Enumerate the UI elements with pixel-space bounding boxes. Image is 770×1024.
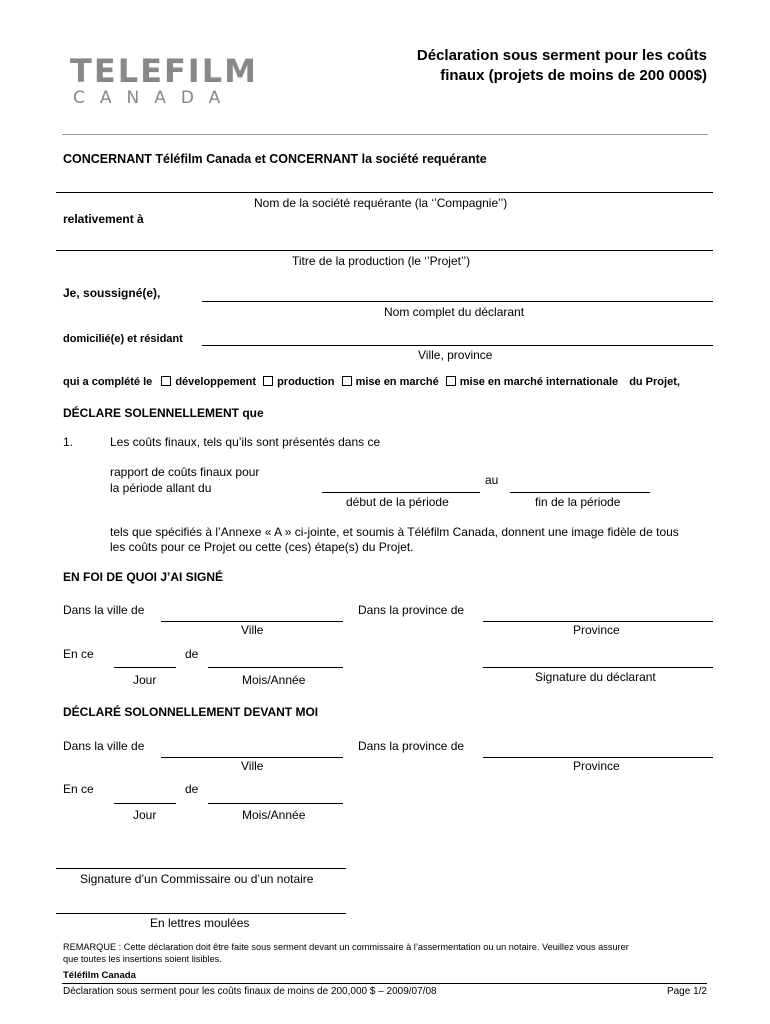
- remarque-line2: que toutes les insertions soient lisibles.: [63, 954, 222, 964]
- sign1-en-ce-label: En ce: [63, 647, 94, 661]
- ville-province-caption: Ville, province: [418, 348, 493, 362]
- period-start-field[interactable]: [322, 492, 480, 493]
- sign2-province-caption: Province: [573, 759, 620, 773]
- footer-divider: [62, 983, 707, 984]
- sign1-mois-field[interactable]: [208, 667, 343, 668]
- option-production: production: [277, 376, 335, 388]
- logo-telefilm: TELEFILM: [70, 52, 258, 90]
- declarant-name-caption: Nom complet du déclarant: [384, 305, 525, 319]
- en-foi-heading: EN FOI DE QUOI J’AI SIGNÉ: [63, 570, 224, 584]
- production-title-field[interactable]: [56, 250, 713, 251]
- checkbox-mise-en-marche-internationale[interactable]: [446, 376, 456, 386]
- item1-text: Les coûts finaux, tels qu’ils sont présentés dans ce: [110, 435, 381, 449]
- sign2-province-label: Dans la province de: [358, 739, 465, 753]
- item1-para-line1: tels que spécifiés à l’Annexe « A » ci-jointe, et soumis à Téléfilm Canada, donnent une image fidèle de tous: [110, 525, 679, 539]
- sign1-ville-label: Dans la ville de: [63, 603, 145, 617]
- checkbox-production[interactable]: [263, 376, 273, 386]
- relativement-label: relativement à: [63, 212, 144, 226]
- sign2-jour-caption: Jour: [133, 808, 157, 822]
- sign2-ville-caption: Ville: [241, 759, 264, 773]
- sign1-jour-caption: Jour: [133, 673, 157, 687]
- sign2-ville-label: Dans la ville de: [63, 739, 145, 753]
- lettres-moulees-field[interactable]: [56, 913, 346, 914]
- period-end-field[interactable]: [510, 492, 650, 493]
- declare-devant-heading: DÉCLARÉ SOLONNELLEMENT DEVANT MOI: [63, 705, 319, 719]
- sign2-en-ce-label: En ce: [63, 782, 94, 796]
- commissaire-signature-caption: Signature d’un Commissaire ou d’un notaire: [80, 872, 314, 886]
- sign1-ville-caption: Ville: [241, 623, 264, 637]
- form-title-line1: Déclaration sous serment pour les coûts: [416, 47, 707, 64]
- sign2-ville-field[interactable]: [161, 757, 343, 758]
- footer-org: Téléfilm Canada: [63, 970, 136, 981]
- sign1-province-caption: Province: [573, 623, 620, 637]
- production-title-caption: Titre de la production (le ‘’Projet’’): [292, 254, 471, 268]
- domicilie-label: domicilié(e) et résidant: [63, 333, 183, 345]
- completed-row: [63, 376, 680, 388]
- option-mise-en-marche: mise en marché: [355, 376, 439, 388]
- logo-canada: CANADA: [73, 88, 236, 108]
- item1-number: 1.: [63, 435, 74, 449]
- soussigne-label: Je, soussigné(e),: [63, 286, 161, 300]
- residence-field[interactable]: [202, 345, 713, 346]
- sign1-ville-field[interactable]: [161, 621, 343, 622]
- sign2-mois-field[interactable]: [208, 803, 343, 804]
- rapport-line1: rapport de coûts finaux pour: [110, 465, 260, 479]
- declare-heading: DÉCLARE SOLENNELLEMENT que: [63, 406, 264, 420]
- sign1-de-label: de: [185, 647, 199, 661]
- debut-caption: début de la période: [346, 495, 449, 509]
- declarant-signature-caption: Signature du déclarant: [535, 670, 656, 684]
- completed-prefix: qui a complété le: [63, 376, 153, 388]
- footer-page: Page 1/2: [666, 986, 707, 997]
- sign1-mois-caption: Mois/Année: [242, 673, 306, 687]
- item1-para-line2: les coûts pour ce Projet ou cette (ces) étape(s) du Projet.: [110, 540, 414, 554]
- header-divider: [62, 134, 708, 135]
- declarant-name-field[interactable]: [202, 301, 713, 302]
- declarant-signature-field[interactable]: [483, 667, 713, 668]
- lettres-moulees-caption: En lettres moulées: [150, 916, 250, 930]
- au-label: au: [485, 473, 499, 487]
- option-mise-en-marche-internationale: mise en marché internationale: [459, 376, 619, 388]
- company-name-field[interactable]: [56, 192, 713, 193]
- sign1-province-label: Dans la province de: [358, 603, 465, 617]
- completed-suffix: du Projet,: [629, 376, 680, 388]
- sign1-province-field[interactable]: [483, 621, 713, 622]
- sign2-province-field[interactable]: [483, 757, 713, 758]
- commissaire-signature-field[interactable]: [56, 868, 346, 869]
- sign2-de-label: de: [185, 782, 199, 796]
- checkbox-developpement[interactable]: [161, 376, 171, 386]
- remarque-line1: REMARQUE : Cette déclaration doit être faite sous serment devant un commissaire à l’assermentation ou un notaire. Veuillez vous assurer: [63, 942, 629, 952]
- option-developpement: développement: [175, 376, 256, 388]
- company-name-caption: Nom de la société requérante (la ‘’Compagnie’’): [254, 196, 508, 210]
- fin-caption: fin de la période: [535, 495, 621, 509]
- rapport-line2: la période allant du: [110, 481, 212, 495]
- checkbox-mise-en-marche[interactable]: [342, 376, 352, 386]
- sign1-jour-field[interactable]: [114, 667, 176, 668]
- sign2-jour-field[interactable]: [114, 803, 176, 804]
- form-title-line2: finaux (projets de moins de 200 000$): [440, 67, 707, 84]
- footer-doc: Déclaration sous serment pour les coûts finaux de moins de 200,000 $ – 2009/07/08: [63, 986, 437, 997]
- concernant-heading: CONCERNANT Téléfilm Canada et CONCERNANT la société requérante: [63, 152, 487, 166]
- sign2-mois-caption: Mois/Année: [242, 808, 306, 822]
